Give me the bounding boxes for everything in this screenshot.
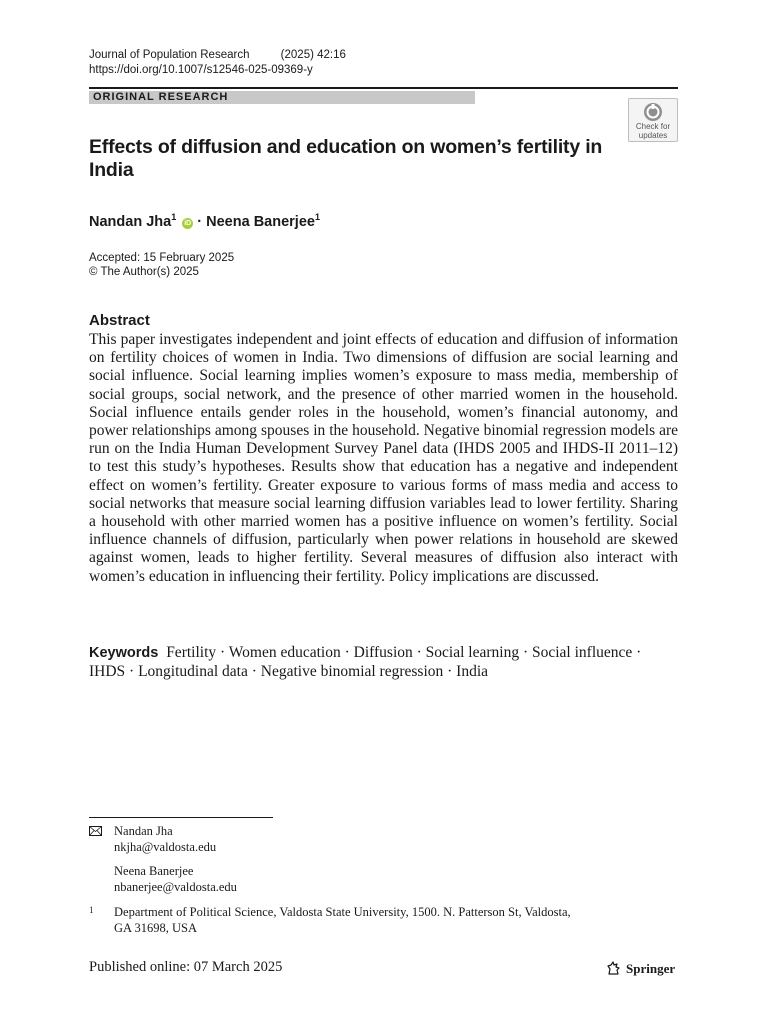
badge-line2: updates [638, 131, 668, 140]
copyright-line: © The Author(s) 2025 [89, 266, 199, 278]
check-for-updates-badge[interactable] [628, 98, 678, 142]
footnote-rule [89, 817, 273, 818]
abstract-text: This paper investigates independent and joint effects of education and diffusion of information on fertility choices of women in India. Two dimensions of diffusion are social learning and social influence. Social learning implies women’s exposure to mass media, membership of social groups, social network, and the presence of other married women in the household. Social influence entails gender roles in the household, women’s financial autonomy, and power relationships among spouses in the household. Negative binomial regression models are run on the India Human Development Survey Panel data (IHDS 2005 and IHDS-II 2011–12) to test this study’s hypotheses. Results show that education has a negative and independent effect on women’s fertility. Greater exposure to various forms of mass media and access to social networks that measure social learning diffusion variables lead to lower fertility. Sharing a household with other married women has a positive influence on women’s fertility. Social influence channels of diffusion, particularly when power relations in household are skewed against women, leads to higher fertility. Several measures of diffusion also interact with women’s education in influencing their fertility. Policy implications are discussed. [89, 331, 678, 585]
affiliation-line: GA 31698, USA [114, 920, 197, 935]
affiliation-text [114, 905, 674, 936]
author-name[interactable]: Nandan Jha [89, 213, 172, 230]
springer-horse-icon [606, 960, 622, 976]
journal-header [89, 48, 346, 63]
publisher-logo [606, 960, 675, 977]
affiliation-number: 1 [89, 905, 94, 915]
published-date: Published online: 07 March 2025 [89, 959, 283, 975]
corr-email[interactable]: nbanerjee@valdosta.edu [114, 879, 237, 894]
article-title: Effects of diffusion and education on women’s fertility in India [89, 136, 603, 181]
author-list [89, 207, 320, 232]
publisher-name: Springer [626, 961, 676, 976]
article-dates [89, 251, 234, 279]
author-affiliation-sup: 1 [171, 212, 177, 222]
keywords-text: Fertility · Women education · Diffusion · Social learning · Social influence · IHDS · Longitudinal data · Negative binomial regression · India [89, 644, 642, 680]
journal-volume: (2025) 42:16 [280, 49, 346, 61]
keywords-block [89, 644, 678, 681]
journal-name: Journal of Population Research [89, 49, 250, 61]
section-label: ORIGINAL RESEARCH [89, 91, 475, 104]
author-separator: · [197, 213, 203, 230]
corr-name: Neena Banerjee [114, 864, 194, 878]
author-name[interactable]: Neena Banerjee [206, 213, 315, 230]
doi-link[interactable]: https://doi.org/10.1007/s12546-025-09369-y [89, 64, 313, 76]
accepted-date: Accepted: 15 February 2025 [89, 252, 235, 264]
correspondence-block [114, 824, 237, 895]
author-affiliation-sup: 1 [314, 212, 320, 222]
check-updates-icon [643, 102, 663, 122]
affiliation-line: Department of Political Science, Valdosta State University, 1500. N. Patterson St, Valdosta, [114, 905, 571, 919]
header-rule [89, 87, 678, 89]
corr-email[interactable]: nkjha@valdosta.edu [114, 839, 217, 854]
keywords-label: Keywords [89, 645, 159, 661]
orcid-icon[interactable]: iD [184, 219, 192, 227]
corr-name: Nandan Jha [114, 824, 173, 838]
envelope-icon [89, 826, 102, 836]
abstract-heading: Abstract [89, 312, 150, 329]
badge-line1: Check for [635, 122, 671, 131]
